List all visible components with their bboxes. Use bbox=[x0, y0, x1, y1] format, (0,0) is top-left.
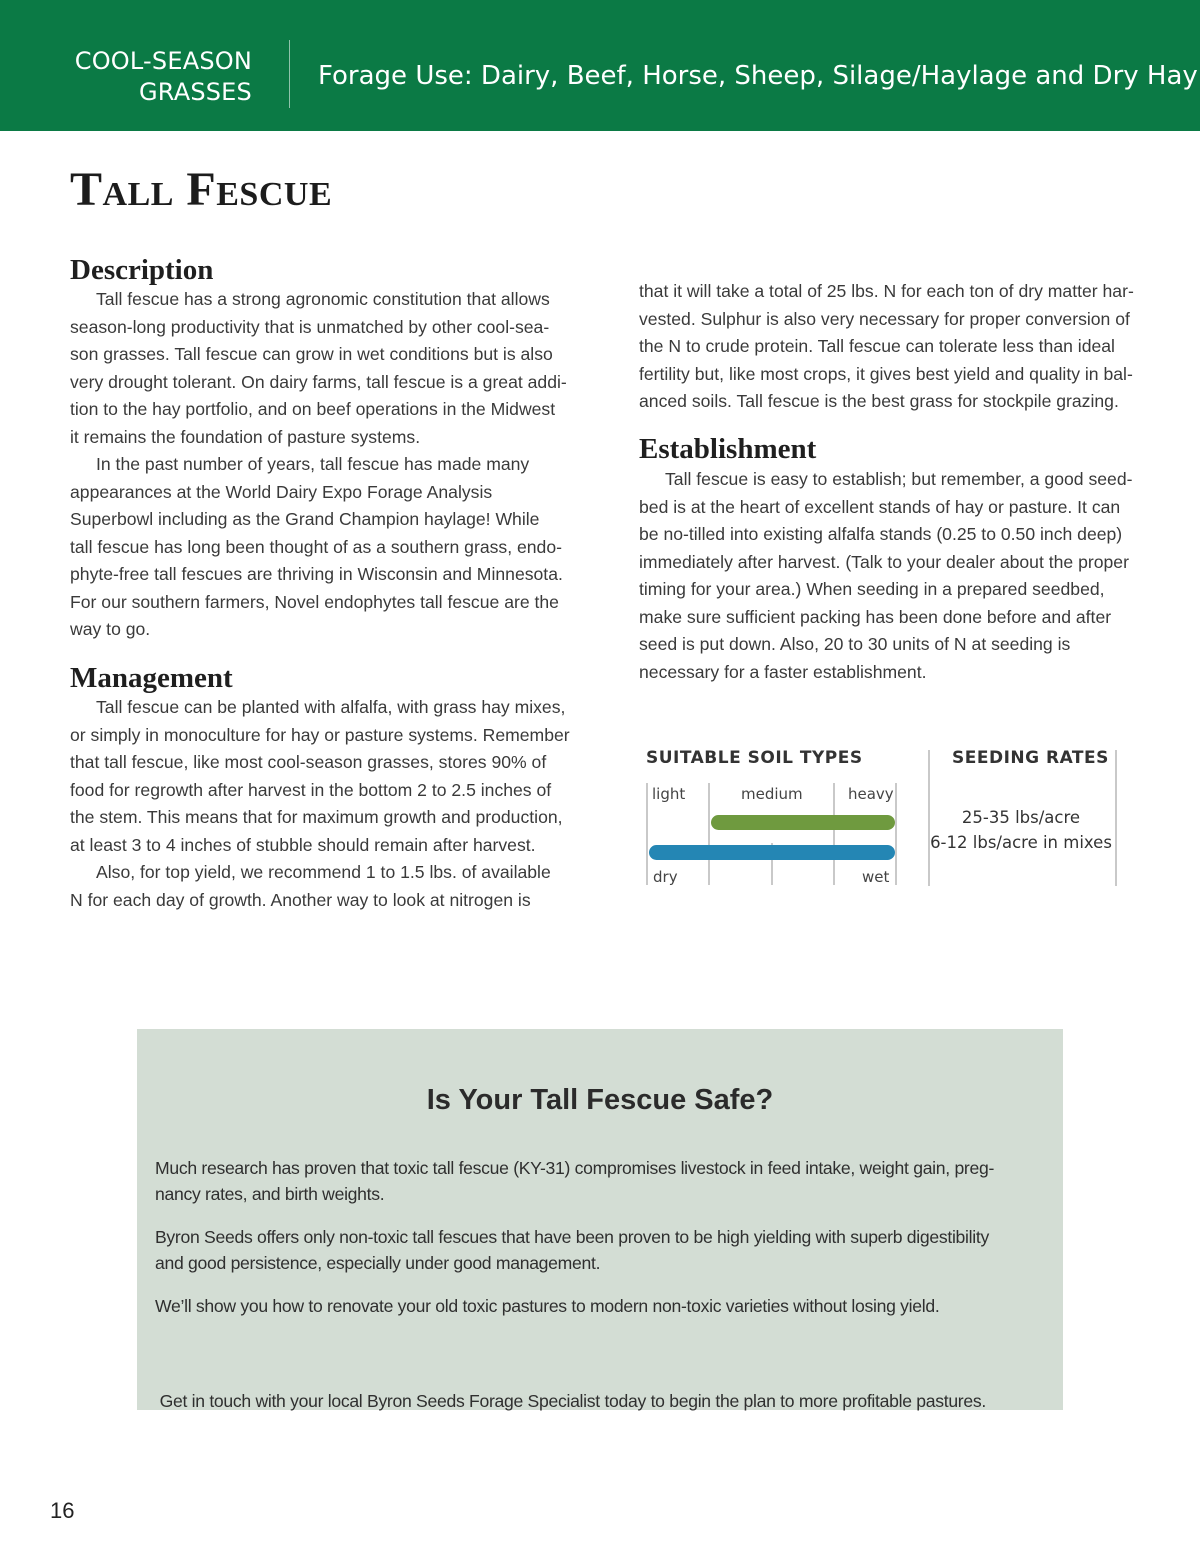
callout-paragraph-3 bbox=[155, 1293, 939, 1319]
text-line: Get in touch with your local Byron Seeds Forage Specialist today to begin the plan to more profitable pastures. bbox=[155, 1391, 986, 1411]
text-line: Byron Seeds offers only non-toxic tall fescues that have been proven to be high yielding with superb digestibility bbox=[155, 1227, 989, 1247]
soil-types-heading: SUITABLE SOIL TYPES bbox=[646, 748, 863, 768]
text-line: the N to crude protein. Tall fescue can tolerate less than ideal bbox=[639, 336, 1115, 356]
text-line: be no-tilled into existing alfalfa stands (0.25 to 0.50 inch deep) bbox=[639, 524, 1123, 544]
text-line: bed is at the heart of excellent stands of hay or pasture. It can bbox=[639, 496, 1121, 517]
soil-gridline bbox=[708, 783, 710, 885]
soil-label-light: light bbox=[652, 785, 686, 803]
text-line: anced soils. Tall fescue is the best grass for stockpile grazing. bbox=[639, 391, 1119, 411]
establishment-text bbox=[639, 466, 1159, 686]
text-line: season-long productivity that is unmatched by other cool-sea- bbox=[70, 316, 550, 337]
management-heading: Management bbox=[70, 662, 233, 694]
text-line: tall fescue has long been thought of as a southern grass, endo- bbox=[70, 536, 562, 557]
text-line: the stem. This means that for maximum growth and production, bbox=[70, 807, 563, 827]
text-line: In the past number of years, tall fescue has made many bbox=[96, 454, 530, 474]
text-line: appearances at the World Dairy Expo Forage Analysis bbox=[70, 481, 493, 502]
text-line: make sure sufficient packing has been done before and after bbox=[639, 606, 1112, 627]
callout-paragraph-4 bbox=[155, 1336, 986, 1440]
header-divider bbox=[289, 40, 290, 108]
soil-gridline bbox=[833, 783, 835, 885]
text-line: nancy rates, and birth weights. bbox=[155, 1184, 385, 1204]
seeding-rates-heading: SEEDING RATES bbox=[952, 748, 1109, 768]
soil-gridline bbox=[895, 783, 897, 885]
text-line: phyte-free tall fescues are thriving in Wisconsin and Minnesota. bbox=[70, 564, 563, 584]
soil-label-medium: medium bbox=[741, 785, 803, 803]
callout-paragraph-1 bbox=[155, 1155, 994, 1207]
text-line: son grasses. Tall fescue can grow in wet conditions but is also bbox=[70, 344, 553, 364]
callout-title: Is Your Tall Fescue Safe? bbox=[426, 1084, 774, 1116]
text-line: Superbowl including as the Grand Champion haylage! While bbox=[70, 509, 540, 529]
text-line: it remains the foundation of pasture systems. bbox=[70, 426, 421, 447]
text-line: vested. Sulphur is also very necessary for proper conversion of bbox=[639, 308, 1130, 329]
text-line: fertility but, like most crops, it gives best yield and quality in bal- bbox=[639, 363, 1133, 384]
text-line: food for regrowth after harvest in the bottom 2 to 2.5 inches of bbox=[70, 779, 552, 800]
text-line: very drought tolerant. On dairy farms, tall fescue is a great addi- bbox=[70, 371, 567, 392]
text-line: We’ll show you how to renovate your old toxic pastures to modern non-toxic varieties without losing yield. bbox=[155, 1296, 940, 1316]
text-line: immediately after harvest. (Talk to your dealer about the proper bbox=[639, 551, 1129, 572]
text-line: or simply in monoculture for hay or pasture systems. Remember bbox=[70, 724, 570, 745]
text-line: timing for your area.) When seeding in a prepared seedbed, bbox=[639, 579, 1105, 599]
management-text bbox=[70, 694, 590, 914]
text-line: that it will take a total of 25 lbs. N for each ton of dry matter har- bbox=[639, 281, 1134, 301]
description-heading: Description bbox=[70, 254, 214, 286]
section-label-line1: COOL-SEASON bbox=[74, 47, 252, 75]
soil-label-wet: wet bbox=[862, 868, 890, 886]
soil-moisture-bar bbox=[649, 845, 895, 860]
text-line: seed is put down. Also, 20 to 30 units of N at seeding is bbox=[639, 634, 1071, 654]
text-line: and good persistence, especially under good management. bbox=[155, 1253, 601, 1273]
text-line: that tall fescue, like most cool-season grasses, stores 90% of bbox=[70, 752, 547, 772]
text-line: Tall fescue has a strong agronomic constitution that allows bbox=[96, 289, 550, 309]
management-text-continued bbox=[639, 278, 1159, 416]
seeding-rate-pure: 25-35 lbs/acre bbox=[961, 808, 1081, 827]
establishment-heading: Establishment bbox=[639, 433, 817, 465]
callout-paragraph-2 bbox=[155, 1224, 989, 1276]
text-line: Tall fescue is easy to establish; but remember, a good seed- bbox=[665, 469, 1133, 489]
soil-label-dry: dry bbox=[653, 868, 678, 886]
text-line: Also, for top yield, we recommend 1 to 1.5 lbs. of available bbox=[96, 862, 551, 882]
text-line: way to go. bbox=[70, 619, 151, 639]
text-line: at least 3 to 4 inches of stubble should remain after harvest. bbox=[70, 834, 536, 855]
text-line: For our southern farmers, Novel endophytes tall fescue are the bbox=[70, 591, 559, 612]
forage-use-title: Forage Use: Dairy, Beef, Horse, Sheep, Silage/Haylage and Dry Hay bbox=[318, 61, 1198, 91]
text-line: Much research has proven that toxic tall fescue (KY-31) compromises livestock in feed intake, weight gain, preg- bbox=[155, 1158, 995, 1178]
description-text bbox=[70, 286, 590, 644]
text-line: necessary for a faster establishment. bbox=[639, 661, 927, 682]
seeding-divider-right bbox=[1115, 750, 1117, 886]
section-label bbox=[40, 46, 252, 108]
seeding-rate-mixes: 6-12 lbs/acre in mixes bbox=[930, 833, 1112, 852]
text-line: N for each day of growth. Another way to look at nitrogen is bbox=[70, 889, 531, 910]
soil-label-heavy: heavy bbox=[848, 785, 894, 803]
soil-gridline bbox=[646, 783, 648, 885]
header-banner bbox=[0, 0, 1200, 131]
page-number: 16 bbox=[50, 1498, 75, 1523]
section-label-line2: GRASSES bbox=[139, 78, 252, 106]
soil-texture-bar bbox=[711, 815, 896, 830]
text-line: tion to the hay portfolio, and on beef operations in the Midwest bbox=[70, 399, 556, 419]
text-line: Tall fescue can be planted with alfalfa, with grass hay mixes, bbox=[96, 697, 566, 717]
page-title: Tall Fescue bbox=[70, 163, 333, 216]
